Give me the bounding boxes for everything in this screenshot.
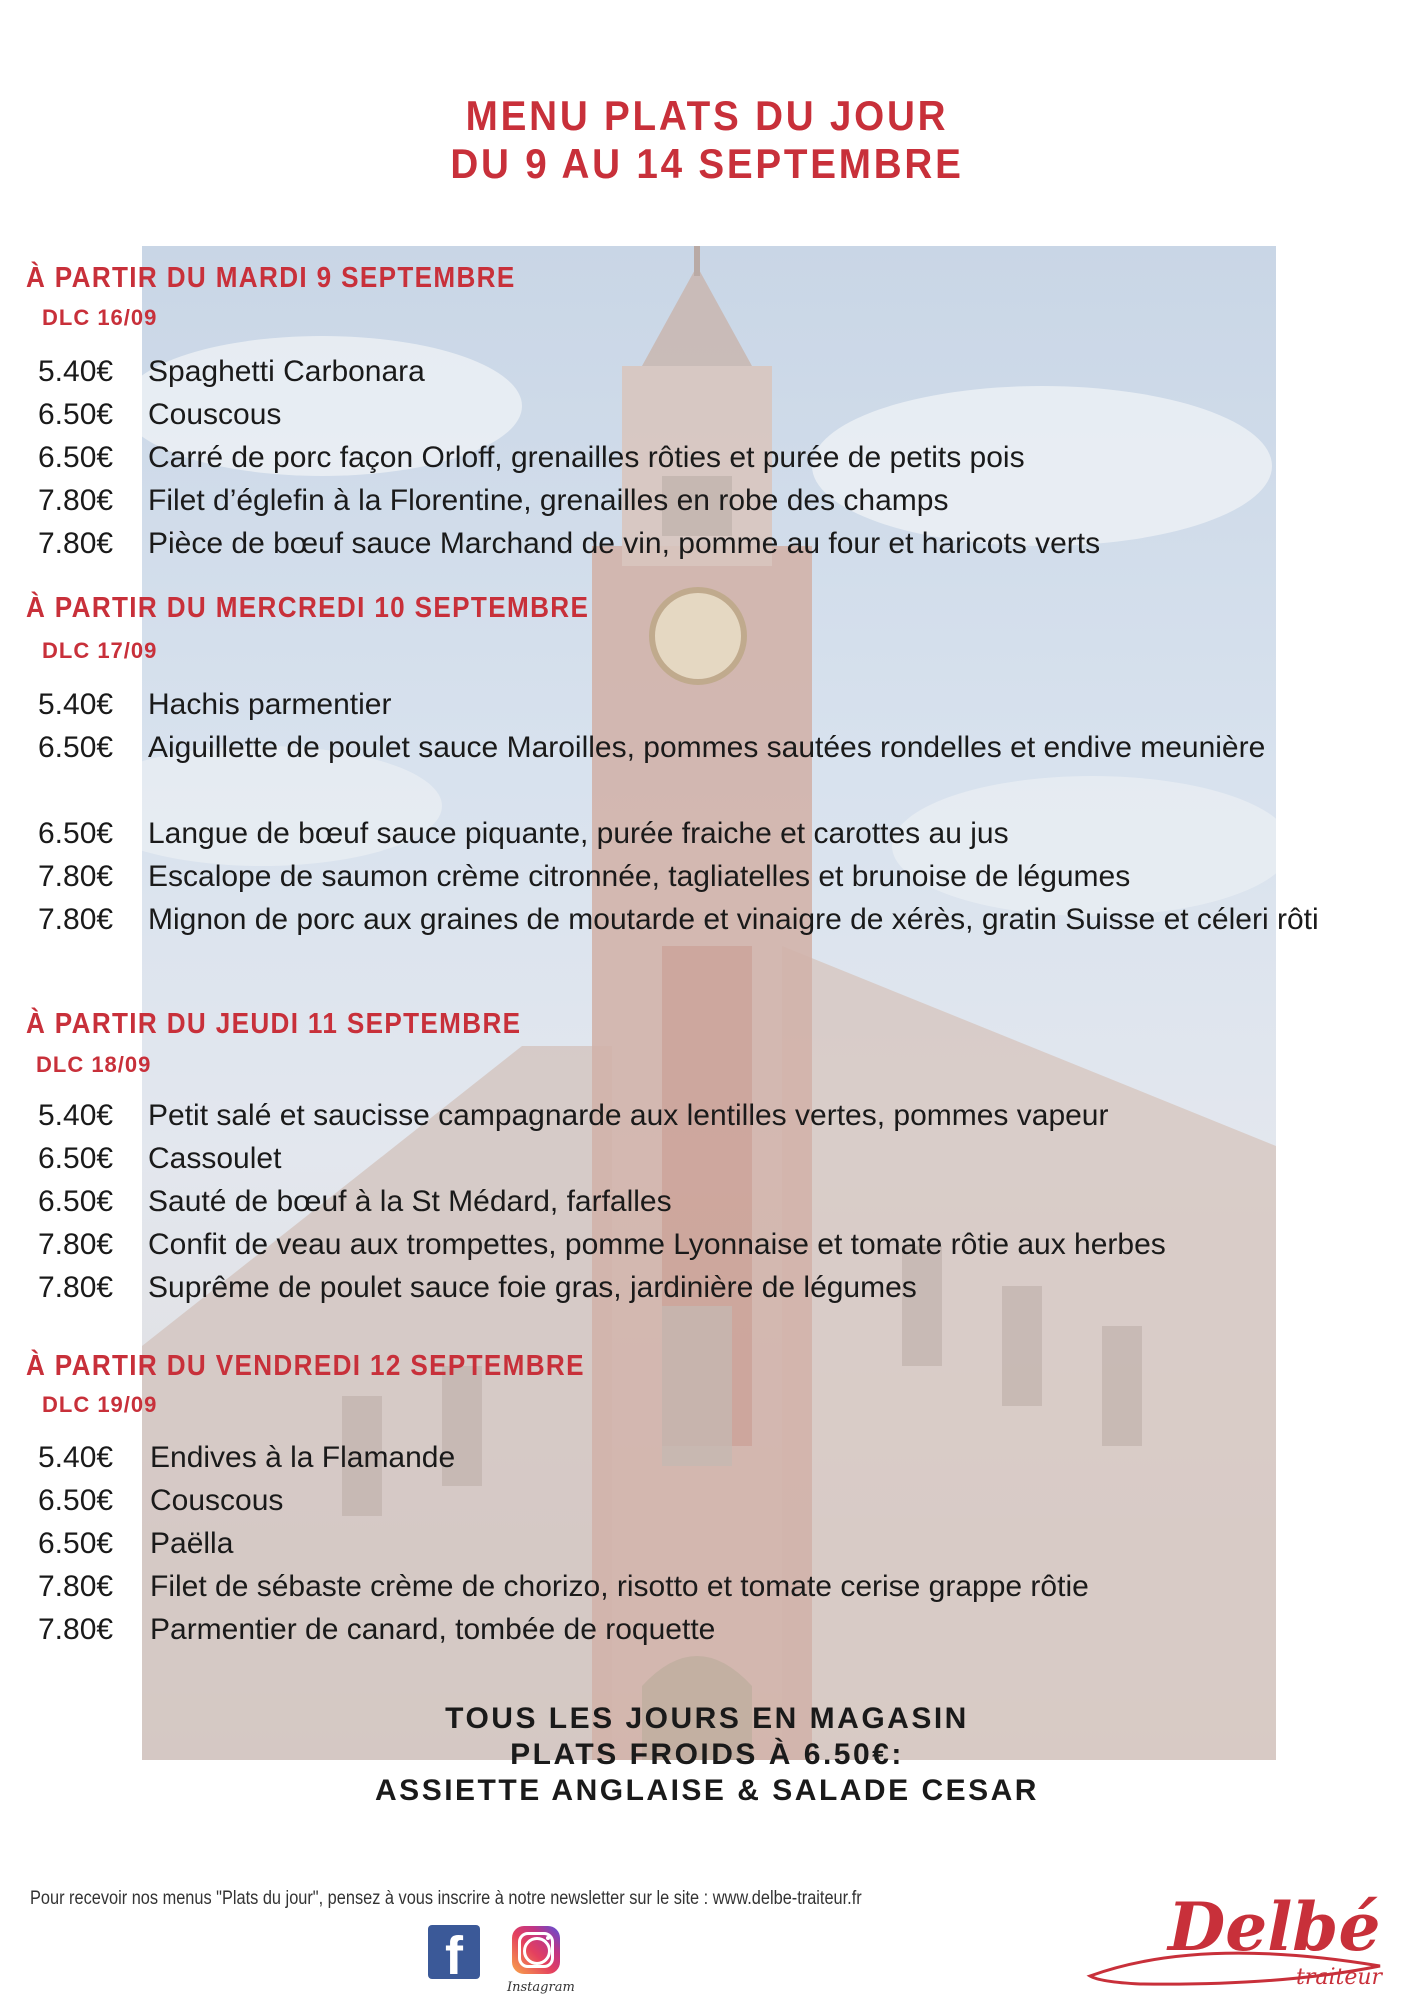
section-dlc-thursday: DLC 18/09	[36, 1052, 152, 1077]
menu-item	[38, 479, 1368, 522]
item-price: 5.40€	[38, 688, 114, 721]
item-dish: Cassoulet	[148, 1142, 282, 1175]
item-dish: Endives à la Flamande	[150, 1441, 456, 1474]
item-dish: Carré de porc façon Orloff, grenailles rôties et purée de petits pois	[148, 441, 1025, 474]
item-price: 5.40€	[38, 355, 114, 388]
item-dish: Pièce de bœuf sauce Marchand de vin, pomme au four et haricots verts	[148, 527, 1101, 560]
item-dish: Filet de sébaste crème de chorizo, risotto et tomate cerise grappe rôtie	[150, 1570, 1089, 1603]
item-price: 7.80€	[38, 1228, 114, 1261]
item-price: 5.40€	[38, 1441, 114, 1474]
item-dish: Suprême de poulet sauce foie gras, jardinière de légumes	[148, 1271, 917, 1304]
item-price: 7.80€	[38, 1613, 114, 1646]
item-dish: Mignon de porc aux graines de moutarde et vinaigre de xérès, gratin Suisse et céleri rôti	[148, 903, 1319, 936]
item-price: 6.50€	[38, 817, 114, 850]
item-dish: Spaghetti Carbonara	[148, 355, 425, 388]
menu-date-range: DU 9 AU 14 SEPTEMBRE	[450, 140, 964, 187]
item-price: 6.50€	[38, 1484, 114, 1517]
menu-item	[38, 726, 1368, 769]
newsletter-note: Pour recevoir nos menus "Plats du jour", pensez à vous inscrire à notre newsletter sur le site : www.delbe-traiteur.fr	[30, 1888, 862, 1909]
item-dish: Couscous	[148, 398, 282, 431]
menu-item	[38, 683, 1368, 726]
section-dlc-tuesday: DLC 16/09	[42, 305, 158, 330]
menu-title: MENU PLATS DU JOUR	[465, 92, 949, 139]
item-dish: Filet d’églefin à la Florentine, grenailles en robe des champs	[148, 484, 949, 517]
menu-item	[38, 522, 1368, 565]
item-dish: Parmentier de canard, tombée de roquette	[150, 1613, 716, 1646]
item-price: 7.80€	[38, 903, 114, 936]
item-price: 6.50€	[38, 1527, 114, 1560]
menu-item	[38, 1180, 1368, 1223]
item-dish: Escalope de saumon crème citronnée, tagliatelles et brunoise de légumes	[148, 860, 1131, 893]
item-dish: Hachis parmentier	[148, 688, 392, 721]
section-title-friday: À PARTIR DU VENDREDI 12 SEPTEMBRE	[26, 1350, 585, 1382]
item-dish: Confit de veau aux trompettes, pomme Lyonnaise et tomate rôtie aux herbes	[148, 1228, 1166, 1261]
item-dish: Petit salé et saucisse campagnarde aux lentilles vertes, pommes vapeur	[148, 1099, 1109, 1132]
menu-item	[38, 1137, 1368, 1180]
item-dish: Aiguillette de poulet sauce Maroilles, pommes sautées rondelles et endive meunière	[148, 731, 1266, 764]
section-title-tuesday: À PARTIR DU MARDI 9 SEPTEMBRE	[26, 262, 516, 294]
instagram-icon[interactable]	[512, 1926, 560, 1974]
menu-item	[38, 1608, 1368, 1651]
menu-item	[38, 436, 1368, 479]
item-price: 7.80€	[38, 527, 114, 560]
item-price: 7.80€	[38, 1570, 114, 1603]
instagram-label: Instagram	[507, 1980, 575, 1995]
item-dish: Paëlla	[150, 1527, 234, 1560]
section-dlc-friday: DLC 19/09	[42, 1392, 158, 1417]
item-price: 7.80€	[38, 1271, 114, 1304]
item-price: 7.80€	[38, 484, 114, 517]
menu-item	[38, 393, 1368, 436]
section-dlc-wednesday: DLC 17/09	[42, 638, 158, 663]
daily-offer-line1: TOUS LES JOURS EN MAGASIN	[445, 1702, 969, 1735]
delbe-logo: Delbé	[1168, 1888, 1381, 1966]
menu-item	[38, 1522, 1368, 1565]
delbe-logo-subtitle: traiteur	[1296, 1965, 1383, 1990]
facebook-icon[interactable]: f	[428, 1925, 480, 1979]
item-price: 6.50€	[38, 398, 114, 431]
menu-item	[38, 812, 1368, 855]
menu-item	[38, 1565, 1368, 1608]
item-price: 6.50€	[38, 441, 114, 474]
menu-item	[38, 855, 1368, 898]
item-price: 6.50€	[38, 1185, 114, 1218]
menu-item	[38, 1266, 1368, 1309]
item-price: 5.40€	[38, 1099, 114, 1132]
item-price: 6.50€	[38, 731, 114, 764]
item-price: 6.50€	[38, 1142, 114, 1175]
section-title-thursday: À PARTIR DU JEUDI 11 SEPTEMBRE	[26, 1008, 522, 1040]
section-title-wednesday: À PARTIR DU MERCREDI 10 SEPTEMBRE	[26, 592, 590, 624]
menu-item	[38, 1223, 1368, 1266]
item-dish: Langue de bœuf sauce piquante, purée fraiche et carottes au jus	[148, 817, 1009, 850]
item-dish: Sauté de bœuf à la St Médard, farfalles	[148, 1185, 672, 1218]
daily-offer-line3: ASSIETTE ANGLAISE & SALADE CESAR	[375, 1774, 1039, 1807]
item-price: 7.80€	[38, 860, 114, 893]
menu-item	[38, 1479, 1368, 1522]
item-dish: Couscous	[150, 1484, 284, 1517]
menu-item	[38, 898, 1368, 941]
menu-item	[38, 1094, 1368, 1137]
daily-offer-line2: PLATS FROIDS À 6.50€:	[510, 1738, 904, 1771]
menu-item	[38, 1436, 1368, 1479]
menu-item	[38, 350, 1368, 393]
